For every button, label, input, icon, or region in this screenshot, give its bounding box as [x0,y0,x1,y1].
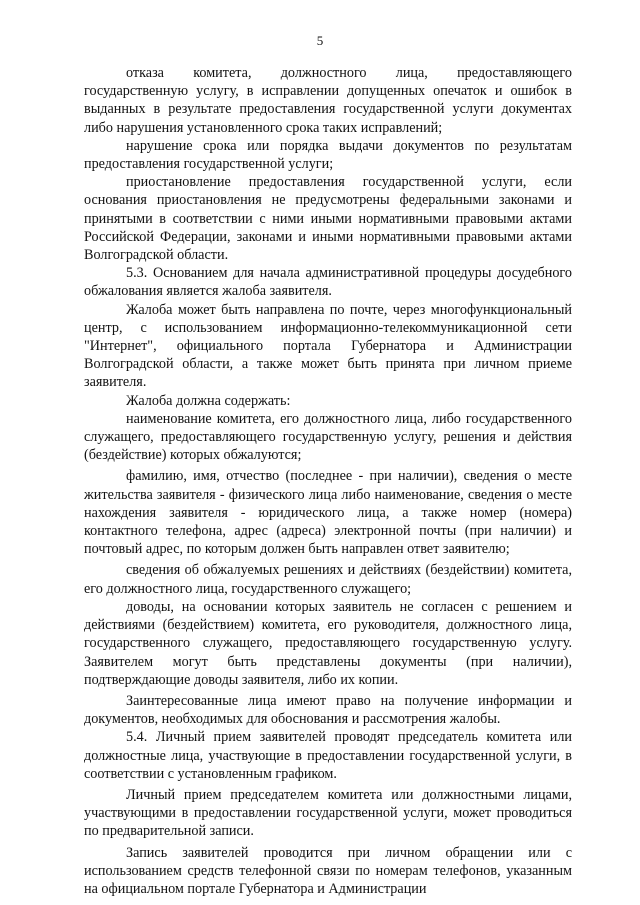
paragraph: Личный прием председателем комитета или должностными лицами, участвующими в предоставлении государственной услуги, может проводиться по предварительной записи. [84,786,572,840]
paragraph: Жалоба должна содержать: [126,392,291,409]
paragraph: фамилию, имя, отчество (последнее - при наличии), сведения о месте жительства заявителя - физического лица либо наименование, сведения о месте нахождения заявителя - юридического лица, а также номер (номера) контактного телефона, адрес (адреса) электронной почты (при наличии) и почтовый адрес, по которым должен быть направлен ответ заявителю; [84,468,572,558]
paragraph: 5.4. Личный прием заявителей проводят председатель комитета или должностные лица, участвующие в предоставлении государственной услуги, в соответствии с установленным графиком. [84,729,572,782]
document-body [84,64,572,898]
paragraph: отказа комитета, должностного лица, предоставляющего государственную услугу, в исправлении допущенных опечаток и ошибок в выданных в результате предоставления государственной услуги документах либо нарушения установленного срока таких исправлений; [84,65,572,136]
paragraph: доводы, на основании которых заявитель не согласен с решением и действиями (бездействием) комитета, его руководителя, должностного лица, государственного служащего, предоставляющего государственную услугу. Заявителем могут быть представлены документы (при наличии), подтверждающие доводы заявителя, либо их копии. [84,598,572,688]
paragraph: Запись заявителей проводится при личном обращении или с использованием средств телефонной связи по номерам телефонов, указанным на официальном портале Губернатора и Администрации [84,844,572,897]
paragraph: приостановление предоставления государственной услуги, если основания приостановления не предусмотрены федеральными законами и принятыми в соответствии с ними иными нормативными правовыми актами Российской Федерации, законами и иными нормативными правовыми актами Волгоградской области. [84,174,572,264]
paragraph: наименование комитета, его должностного лица, либо государственного служащего, предоставляющего государственную услугу, решения и действия (бездействие) которых обжалуются; [84,410,572,464]
paragraph: Жалоба может быть направлена по почте, через многофункциональный центр, с использованием информационно-телекоммуникационной сети "Интернет", официального портала Губернатора и Администрации Волгоградской области, а также может быть принята при личном приеме заявителя. [84,301,572,391]
page-number: 5 [316,33,324,48]
paragraph: Заинтересованные лица имеют право на получение информации и документов, необходимых для обоснования и рассмотрения жалобы. [84,692,572,728]
paragraph: 5.3. Основанием для начала административной процедуры досудебного обжалования является жалоба заявителя. [84,265,572,300]
paragraph: нарушение срока или порядка выдачи документов по результатам предоставления государственной услуги; [84,137,572,173]
paragraph: сведения об обжалуемых решениях и действиях (бездействии) комитета, его должностного лица, государственного служащего; [84,562,572,597]
